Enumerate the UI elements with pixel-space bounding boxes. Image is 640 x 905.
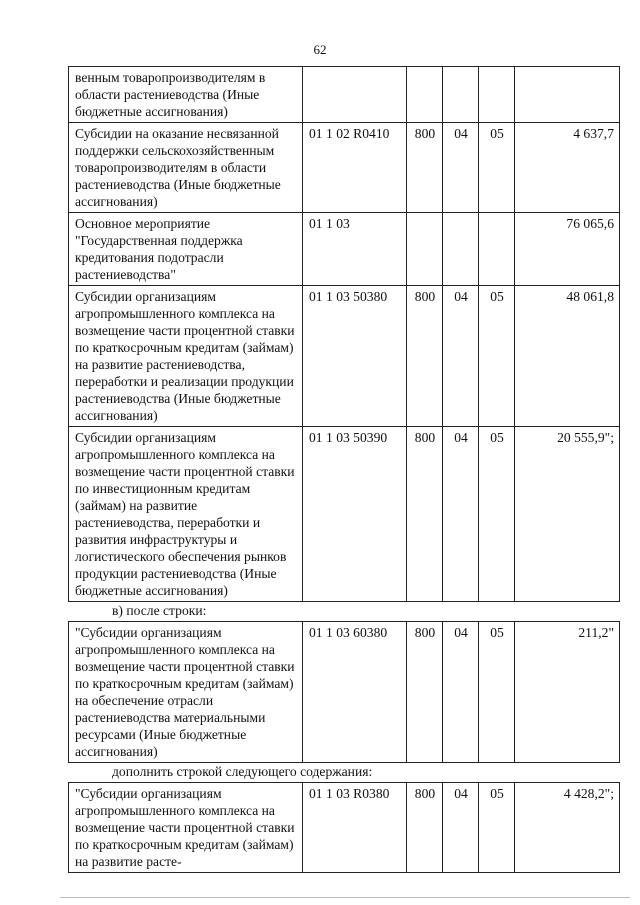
subsection-cell [479, 67, 515, 123]
target-code-cell [303, 67, 407, 123]
row-name-cell: "Субсидии организациям агропромышленного комплекса на возмещение части процентной ставки по краткосрочным кредитам (займам) на обеспечение отрасли растениеводства материальными ресурсами (Иные бюджетные ассигнования) [69, 622, 303, 763]
instruction-after-row: в) после строки: [112, 603, 207, 618]
amount-cell: 20 555,9"; [515, 427, 620, 602]
target-code-cell: 01 1 03 50380 [303, 286, 407, 427]
table-row [69, 213, 620, 286]
section-cell: 04 [443, 286, 479, 427]
amount-cell: 211,2" [515, 622, 620, 763]
budget-table-1 [68, 66, 620, 602]
target-code-cell: 01 1 03 60380 [303, 622, 407, 763]
expense-type-cell: 800 [407, 622, 443, 763]
expense-type-cell: 800 [407, 123, 443, 213]
row-name-cell: венным товаропроизводителям в области растениеводства (Иные бюджетные ассигнования) [69, 67, 303, 123]
instruction-add-row: дополнить строкой следующего содержания: [112, 764, 373, 779]
amount-cell: 4 428,2"; [515, 783, 620, 873]
budget-table-2 [68, 621, 620, 763]
row-name-cell: Субсидии организациям агропромышленного комплекса на возмещение части процентной ставки по краткосрочным кредитам (займам) на развитие растениеводства, переработки и реализации продукции растениеводства (Иные бюджетные ассигнования) [69, 286, 303, 427]
expense-type-cell: 800 [407, 783, 443, 873]
row-name-cell: Субсидии на оказание несвязанной поддержки сельскохозяйственным товаропроизводителям в области растениеводства (Иные бюджетные ассигнования) [69, 123, 303, 213]
table-row [69, 123, 620, 213]
budget-table-3 [68, 782, 620, 873]
subsection-cell: 05 [479, 123, 515, 213]
subsection-cell [479, 213, 515, 286]
scan-edge-line [60, 897, 630, 898]
target-code-cell: 01 1 03 [303, 213, 407, 286]
expense-type-cell: 800 [407, 427, 443, 602]
table-row [69, 427, 620, 602]
table-row [69, 286, 620, 427]
section-cell [443, 67, 479, 123]
table-row [69, 622, 620, 763]
expense-type-cell [407, 213, 443, 286]
amount-cell [515, 67, 620, 123]
expense-type-cell: 800 [407, 286, 443, 427]
amount-cell: 4 637,7 [515, 123, 620, 213]
row-name-cell: Основное мероприятие "Государственная поддержка кредитования подотрасли растениеводства" [69, 213, 303, 286]
target-code-cell: 01 1 03 50390 [303, 427, 407, 602]
row-name-cell: "Субсидии организациям агропромышленного комплекса на возмещение части процентной ставки по краткосрочным кредитам (займам) на развитие расте- [69, 783, 303, 873]
subsection-cell: 05 [479, 427, 515, 602]
section-cell [443, 213, 479, 286]
section-cell: 04 [443, 622, 479, 763]
row-name-cell: Субсидии организациям агропромышленного комплекса на возмещение части процентной ставки по инвестиционным кредитам (займам) на развитие растениеводства, переработки и развития инфраструктуры и логистического обеспечения рынков продукции растениеводства (Иные бюджетные ассигнования) [69, 427, 303, 602]
amount-cell: 76 065,6 [515, 213, 620, 286]
table-row [69, 783, 620, 873]
section-cell: 04 [443, 123, 479, 213]
section-cell: 04 [443, 783, 479, 873]
amount-cell: 48 061,8 [515, 286, 620, 427]
target-code-cell: 01 1 02 R0410 [303, 123, 407, 213]
expense-type-cell [407, 67, 443, 123]
page-number: 62 [313, 42, 327, 57]
subsection-cell: 05 [479, 622, 515, 763]
target-code-cell: 01 1 03 R0380 [303, 783, 407, 873]
section-cell: 04 [443, 427, 479, 602]
subsection-cell: 05 [479, 783, 515, 873]
table-row [69, 67, 620, 123]
subsection-cell: 05 [479, 286, 515, 427]
